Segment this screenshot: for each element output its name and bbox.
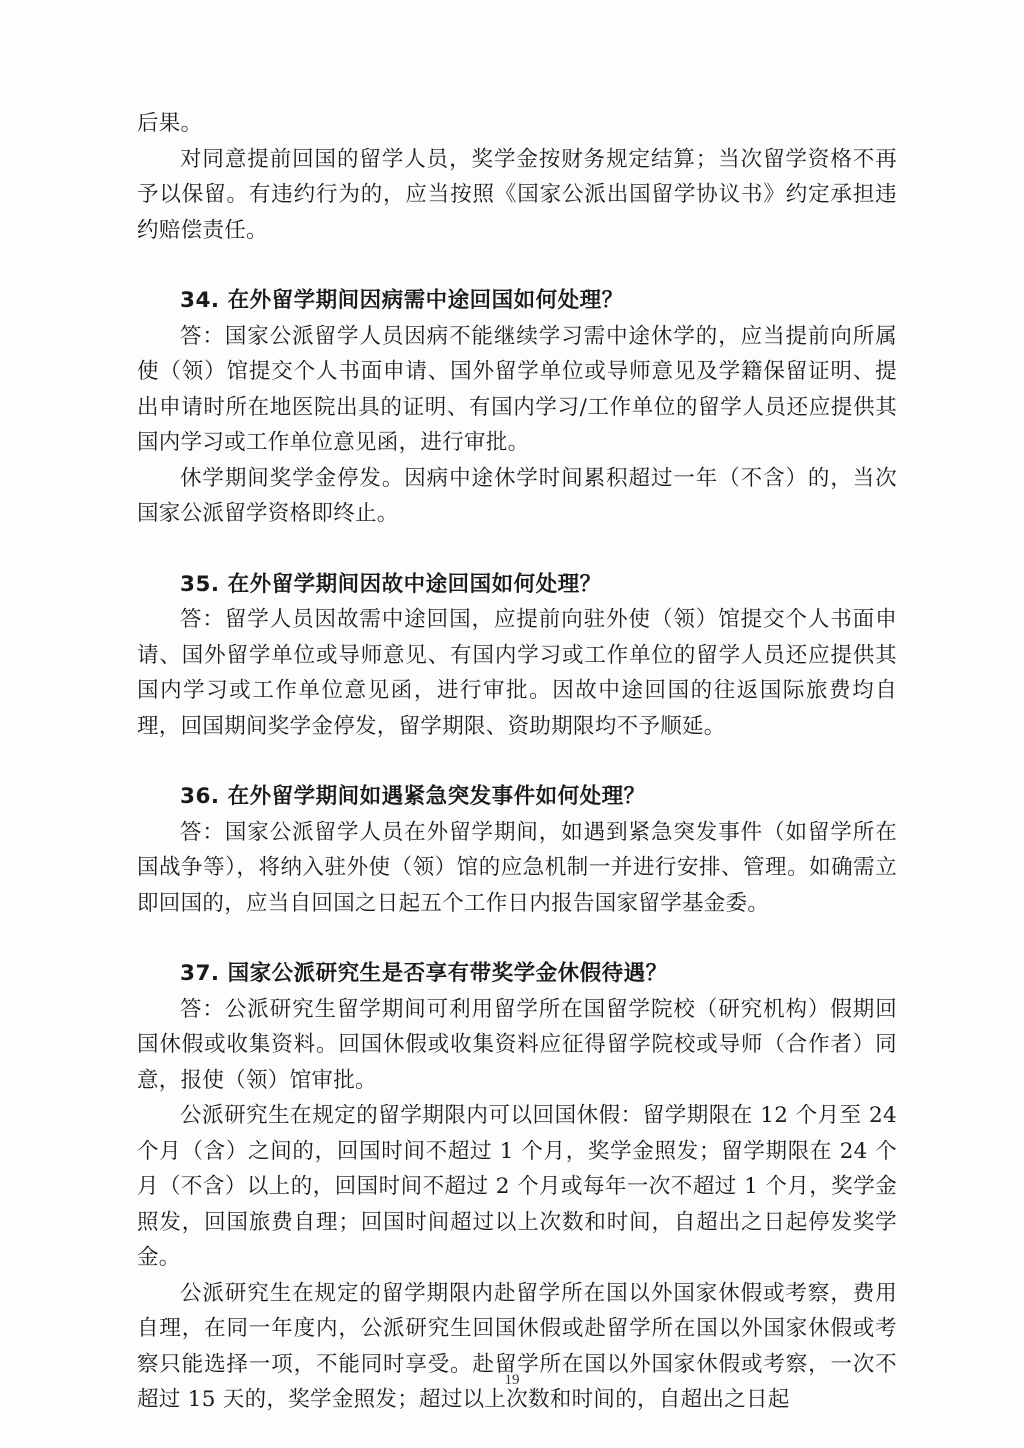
section-heading: 37. 国家公派研究生是否享有带奖学金休假待遇？ <box>180 961 668 986</box>
section-heading: 35. 在外留学期间因故中途回国如何处理？ <box>180 571 602 597</box>
page-number: 19 <box>504 1372 520 1388</box>
section-spacer <box>137 744 897 779</box>
body-paragraph: 对同意提前回国的留学人员，奖学金按财务规定结算；当次留学资格不再予以保留。有违约行为的，应当按照《国家公派出国留学协议书》约定承担违约赔偿责任。 <box>137 146 897 243</box>
section-heading: 34. 在外留学期间因病需中途回国如何处理？ <box>180 288 624 313</box>
body-paragraph: 答：留学人员因故需中途回国，应提前向驻外使（领）馆提交个人书面申请、国外留学单位或导师意见、有国内学习或工作单位的留学人员还应提供其国内学习或工作单位意见函，进行审批。因故中途回国的往返国际旅费均自理，回国期间奖学金停发，留学期限、资助期限均不予顺延。 <box>137 607 897 739</box>
section-spacer <box>137 532 897 567</box>
body-paragraph: 答：国家公派留学人员因病不能继续学习需中途休学的，应当提前向所属使（领）馆提交个人书面申请、国外留学单位或导师意见及学籍保留证明、提出申请时所在地医院出具的证明、有国内学习/工作单位的留学人员还应提供其国内学习或工作单位意见函，进行审批。 <box>137 323 897 455</box>
body-paragraph: 后果。 <box>137 111 203 136</box>
section-spacer <box>137 921 897 956</box>
body-paragraph: 休学期间奖学金停发。因病中途休学时间累积超过一年（不含）的，当次国家公派留学资格即终止。 <box>137 465 897 526</box>
body-paragraph: 答：国家公派留学人员在外留学期间，如遇到紧急突发事件（如留学所在国战争等），将纳入驻外使（领）馆的应急机制一并进行安排、管理。如确需立即回国的，应当自回国之日起五个工作日内报告国家留学基金委。 <box>137 819 897 916</box>
section-heading: 36. 在外留学期间如遇紧急突发事件如何处理？ <box>180 784 646 809</box>
body-paragraph: 公派研究生在规定的留学期限内赴留学所在国以外国家休假或考察，费用自理，在同一年度内，公派研究生回国休假或赴留学所在国以外国家休假或考察只能选择一项，不能同时享受。赴留学所在国以外国家休假或考察，一次不超过 15 天的，奖学金照发；超过以上次数和时间的，自超出之日起 <box>137 1280 897 1412</box>
body-paragraph: 答：公派研究生留学期间可利用留学所在国留学院校（研究机构）假期回国休假或收集资料。回国休假或收集资料应征得留学院校或导师（合作者）同意，报使（领）馆审批。 <box>137 996 897 1093</box>
document-body <box>137 106 897 1418</box>
body-paragraph: 公派研究生在规定的留学期限内可以回国休假：留学期限在 12 个月至 24 个月（含）之间的，回国时间不超过 1 个月，奖学金照发；留学期限在 24 个月（不含）以上的，回国时间不超过 2 个月或每年一次不超过 1 个月，奖学金照发，回国旅费自理；回国时间超过以上次数和时间，自超出之日起停发奖学金。 <box>137 1103 897 1270</box>
section-spacer <box>137 248 897 283</box>
